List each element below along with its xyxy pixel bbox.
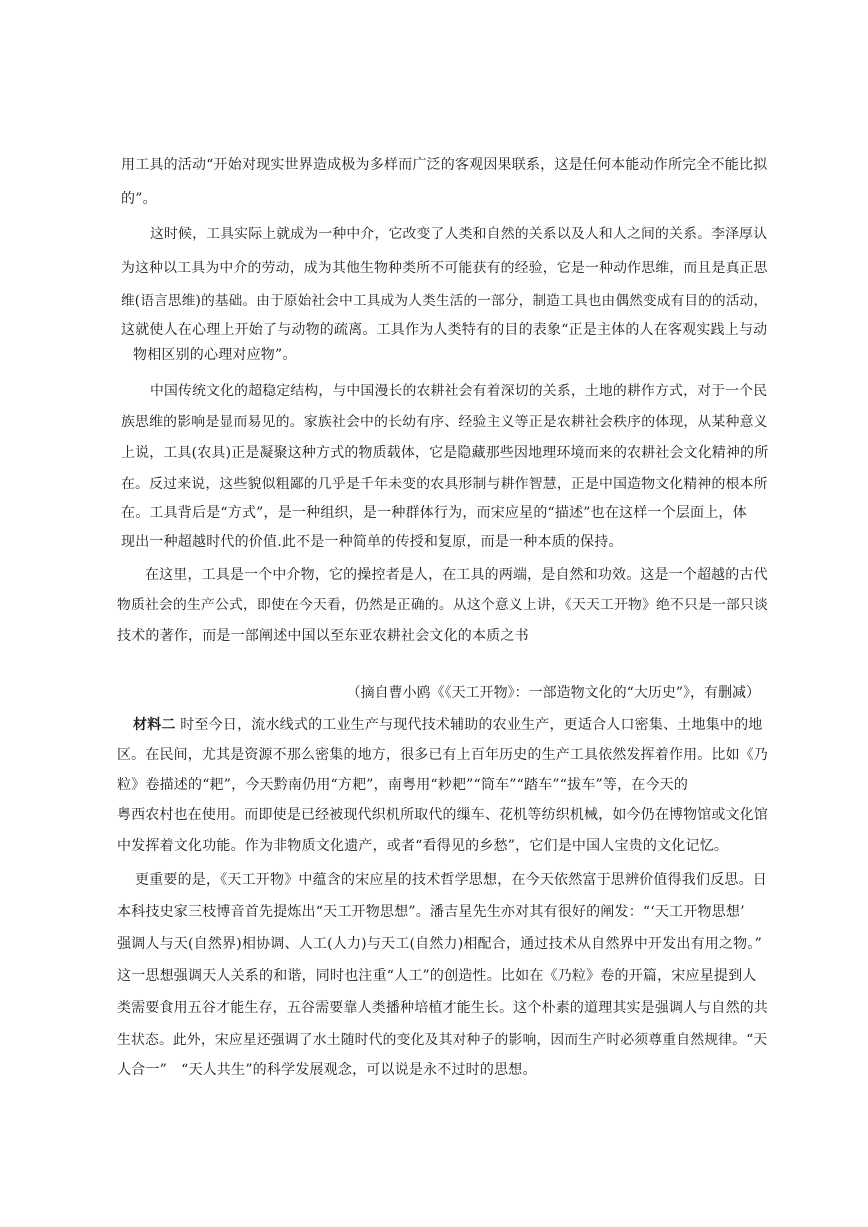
text-line: 的”。 [121,191,157,207]
text-line: 现出一种超越时代的价值.此不是一种简单的传授和复原，而是一种本质的保持。 [121,534,623,550]
text-line: 为这种以工具为中介的劳动，成为其他生物种类所不可能获有的经验，它是一种动作思维，而且是真正思 [121,260,768,276]
text-line: 在。反过来说，这些貌似粗鄙的几乎是千年未变的农具形制与耕作智慧，正是中国造物文化精神的根本所 [121,476,768,492]
text-line: 区。在民间，尤其是资源不那么密集的地方，很多已有上百年历史的生产工具依然发挥着作用。比如《乃 [117,747,769,763]
text-line: 物质社会的生产公式，即使在今天看，仍然是正确的。从这个意义上讲，《天天工开物》绝不只是一部只谈 [117,597,768,613]
text-line: 物相区别的心理对应物”。 [133,347,297,363]
text-line: 这一思想强调天人关系的和谐，同时也注重“人工”的创造性。比如在《乃粒》卷的开篇，宋应星提到人 [117,968,757,984]
text-line: 上说，工具(农具)正是凝聚这种方式的物质载体，它是隐藏那些因地理环境而来的农耕社会文化精神的所 [121,445,769,461]
text-line: 中发挥着文化功能。作为非物质文化遗产，或者“看得见的乡愁”，它们是中国人宝贵的文化记忆。 [117,838,729,854]
text-line: 技术的著作，而是一部阐述中国以至东亚农耕社会文化的本质之书 [117,628,529,644]
text-line: 强调人与天(自然界)相协调、人工(人力)与天工(自然力)相配合，通过技术从自然界中开发出有用之物。” [117,936,762,952]
text-line: 这就使人在心理上开始了与动物的疏离。工具作为人类特有的目的表象“正是主体的人在客观实践上与动 [121,322,768,338]
text-line: 用工具的活动“开始对现实世界造成极为多样而广泛的客观因果联系，这是任何本能动作所完全不能比拟 [121,157,768,173]
text-line: 维(语言思维)的基础。由于原始社会中工具成为人类生活的一部分，制造工具也由偶然变成有目的的活动， [121,293,768,309]
text-run: 时至今日，流水线式的工业生产与现代技术辅助的农业生产，更适合人口密集、土地集中的地 [180,717,763,733]
text-line: 这时候，工具实际上就成为一种中介，它改变了人类和自然的关系以及人和人之间的关系。李泽厚认 [150,226,768,242]
source-citation: （摘自曹小鸥《《天工开物》：一部造物文化的“大历史”》，有删减） [346,685,760,701]
text-line: 中国传统文化的超稳定结构，与中国漫长的农耕社会有着深切的关系，土地的耕作方式，对于一个民 [150,383,768,399]
text-line: 在这里，工具是一个中介物，它的操控者是人，在工具的两端，是自然和功效。这是一个超越的古代 [145,567,768,583]
text-line [133,715,762,735]
text-line: 本科技史家三枝博音首先提炼出“天工开物思想”。潘吉星先生亦对其有很好的阐发：“‘天工开物思想’ [117,904,745,920]
text-line: 生状态。此外，宋应星还强调了水土随时代的变化及其对种子的影响，因而生产时必须尊重自然规律。“天 [117,1032,768,1048]
text-line: 更重要的是，《天工开物》中蕴含的宋应星的技术哲学思想，在今天依然富于思辨价值得我们反思。日 [135,872,767,888]
material-label: 材料二 [133,717,176,733]
text-line: 族思维的影响是显而易见的。家族社会中的长幼有序、经验主义等正是农耕社会秩序的体现，从某种意义 [121,414,768,430]
text-line: 人合一” “天人共生”的科学发展观念，可以说是永不过时的思想。 [117,1062,537,1078]
text-line: 粒》卷描述的“耙”，今天黔南仍用“方耙”，南粤用“耖耙”“筒车”“踏车”“拔车”等，在今天的 [117,777,689,793]
text-line: 在。工具背后是“方式”，是一种组织，是一种群体行为，而宋应星的“描述”也在这样一个层面上，体 [121,505,747,521]
text-line: 类需要食用五谷才能生存，五谷需要靠人类播种培植才能生长。这个朴素的道理其实是强调人与自然的共 [117,1000,769,1016]
text-line: 粤西农村也在使用。而即使是已经被现代织机所取代的缫车、花机等纺织机械，如今仍在博物馆或文化馆 [117,807,769,823]
